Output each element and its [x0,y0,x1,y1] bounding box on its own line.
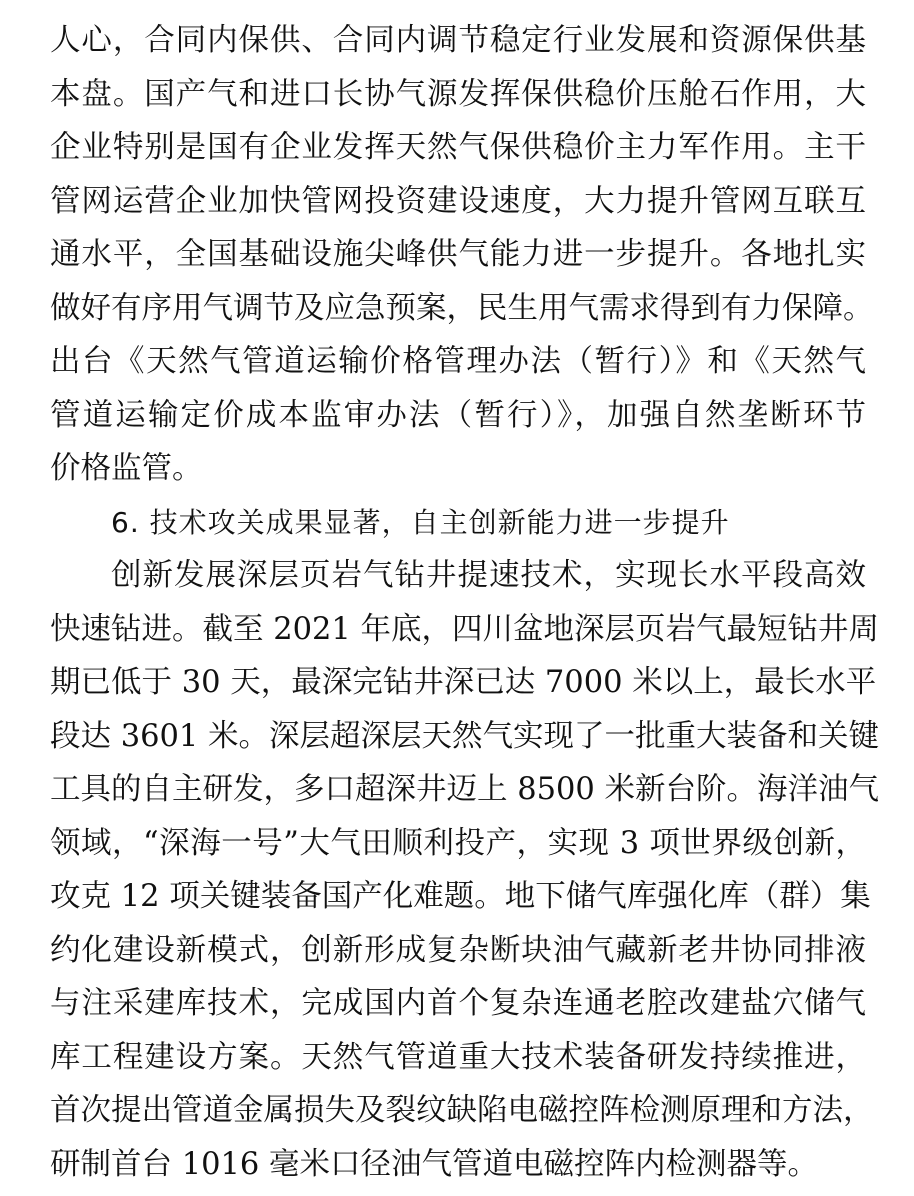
paragraph-technology [50,549,880,1191]
text-line: 创新发展深层页岩气钻井提速技术，实现长水平段高效 [111,558,866,593]
text-line: 约化建设新模式，创新形成复杂断块油气藏新老井协同排液 [50,932,866,968]
text-line: 管道运输定价成本监审办法（暂行）》，加强自然垄断环节 [50,397,866,433]
text-line: 快速钻进。截至 2021 年底，四川盆地深层页岩气最短钻井周 [50,611,880,647]
text-line: 攻克 12 项关键装备国产化难题。地下储气库强化库（群）集 [50,879,871,914]
text-line: 价格监管。 [50,451,203,486]
text-line: 与注采建库技术，完成国内首个复杂连通老腔改建盐穴储气 [50,986,866,1021]
text-line: 期已低于 30 天，最深完钻井深已达 7000 米以上，最长水平 [50,665,877,700]
document-page [50,14,880,1191]
text-line: 企业特别是国有企业发挥天然气保供稳价主力军作用。主干 [50,130,866,165]
text-line: 出台《天然气管道运输价格管理办法（暂行）》和《天然气 [50,344,866,379]
text-line: 做好有序用气调节及应急预案，民生用气需求得到有力保障。 [50,290,874,326]
text-line: 本盘。国产气和进口长协气源发挥保供稳价压舱石作用，大 [50,76,866,112]
text-line: 库工程建设方案。天然气管道重大技术装备研发持续推进， [50,1039,866,1075]
text-line: 领域，“深海一号”大气田顺利投产，实现 3 项世界级创新， [50,825,866,861]
section-heading: 6. 技术攻关成果显著，自主创新能力进一步提升 [111,505,730,539]
text-line: 研制首台 1016 毫米口径油气管道电磁控阵内检测器等。 [50,1146,819,1182]
text-line: 通水平，全国基础设施尖峰供气能力进一步提升。各地扎实 [50,237,866,272]
paragraph-gas-supply [50,14,874,496]
text-line: 首次提出管道金属损失及裂纹缺陷电磁控阵检测原理和方法， [50,1093,874,1128]
text-line: 人心，合同内保供、合同内调节稳定行业发展和资源保供基 [50,23,866,58]
text-line: 管网运营企业加快管网投资建设速度，大力提升管网互联互 [50,183,866,219]
text-line: 工具的自主研发，多口超深井迈上 8500 米新台阶。海洋油气 [50,772,880,807]
text-line: 段达 3601 米。深层超深层天然气实现了一批重大装备和关键 [50,718,880,754]
